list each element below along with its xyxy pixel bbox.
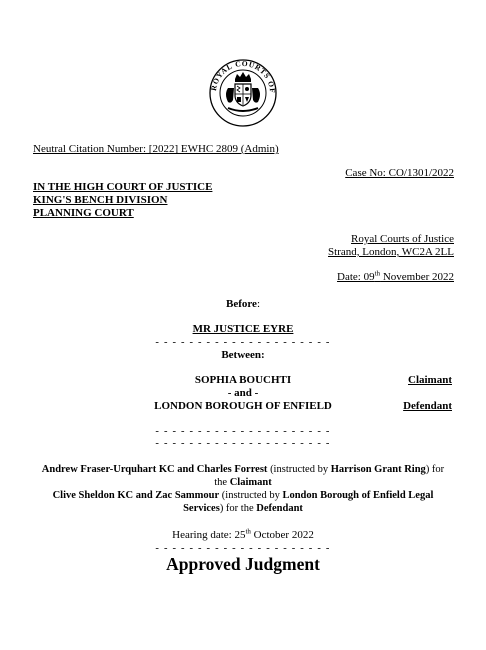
hearing-suffix: October 2022 — [250, 529, 314, 541]
court-name — [33, 181, 212, 220]
counsel-defendant-end: ) for the — [219, 503, 257, 514]
counsel-claimant-role: Claimant — [229, 477, 272, 488]
case-number: Case No: CO/1301/2022 — [345, 167, 454, 179]
counsel-claimant-role-line — [20, 476, 466, 489]
judgment-date — [337, 271, 454, 284]
counsel-claimant-role-pre: the — [214, 477, 230, 488]
counsel-defendant-firm-2: Services — [183, 503, 220, 514]
judgment-title: Approved Judgment — [166, 554, 320, 574]
judge-name: MR JUSTICE EYRE — [192, 323, 294, 335]
separator-dashes-1: - - - - - - - - - - - - - - - - - - - - - — [155, 337, 331, 348]
defendant-name: LONDON BOROUGH OF ENFIELD — [154, 400, 332, 412]
court-line-3: PLANNING COURT — [33, 207, 134, 219]
neutral-citation: Neutral Citation Number: [2022] EWHC 2809 (Admin) — [33, 143, 279, 155]
counsel-block — [20, 463, 466, 515]
counsel-defendant-line — [20, 489, 466, 502]
royal-crest — [208, 58, 278, 128]
between-label: Between: — [221, 349, 265, 361]
hearing-sup: th — [245, 527, 251, 536]
date-sup: th — [374, 269, 381, 278]
defendant-role: Defendant — [403, 400, 452, 412]
address-line-2: Strand, London, WC2A 2LL — [328, 246, 454, 258]
separator-dashes-4: - - - - - - - - - - - - - - - - - - - - - — [155, 543, 331, 554]
hearing-date — [0, 529, 486, 542]
counsel-claimant-firm: Harrison Grant Ring — [330, 464, 426, 475]
claimant-role: Claimant — [408, 374, 452, 386]
counsel-defendant-firm: London Borough of Enfield Legal — [282, 490, 434, 501]
date-prefix: Date: 09 — [337, 271, 375, 283]
counsel-defendant-role-line — [20, 502, 466, 515]
before-colon: : — [256, 298, 260, 310]
before-text: Before — [225, 298, 257, 310]
court-address — [328, 233, 454, 259]
hearing-prefix: Hearing date: 25 — [172, 529, 246, 541]
svg-text:ROYAL COURTS OF JUSTICE: ROYAL COURTS OF — [209, 58, 278, 94]
counsel-claimant-end: ) for — [425, 464, 445, 475]
counsel-claimant-names: Andrew Fraser-Urquhart KC and Charles Forrest — [41, 464, 268, 475]
separator-dashes-2: - - - - - - - - - - - - - - - - - - - - - — [155, 426, 331, 437]
before-label — [0, 298, 486, 311]
date-suffix: November 2022 — [380, 271, 454, 283]
and-separator: - and - — [227, 387, 259, 399]
separator-dashes-3: - - - - - - - - - - - - - - - - - - - - - — [155, 438, 331, 449]
counsel-defendant-role: Defendant — [256, 503, 303, 514]
court-line-2: KING'S BENCH DIVISION — [33, 194, 168, 206]
counsel-defendant-names: Clive Sheldon KC and Zac Sammour — [52, 490, 220, 501]
royal-coat-of-arms-icon — [208, 58, 278, 128]
court-line-1: IN THE HIGH COURT OF JUSTICE — [33, 181, 213, 193]
counsel-claimant-line — [20, 463, 466, 476]
counsel-defendant-mid: (instructed by — [219, 490, 283, 501]
counsel-claimant-mid: (instructed by — [267, 464, 331, 475]
address-line-1: Royal Courts of Justice — [351, 233, 454, 245]
claimant-name: SOPHIA BOUCHTI — [194, 374, 292, 386]
